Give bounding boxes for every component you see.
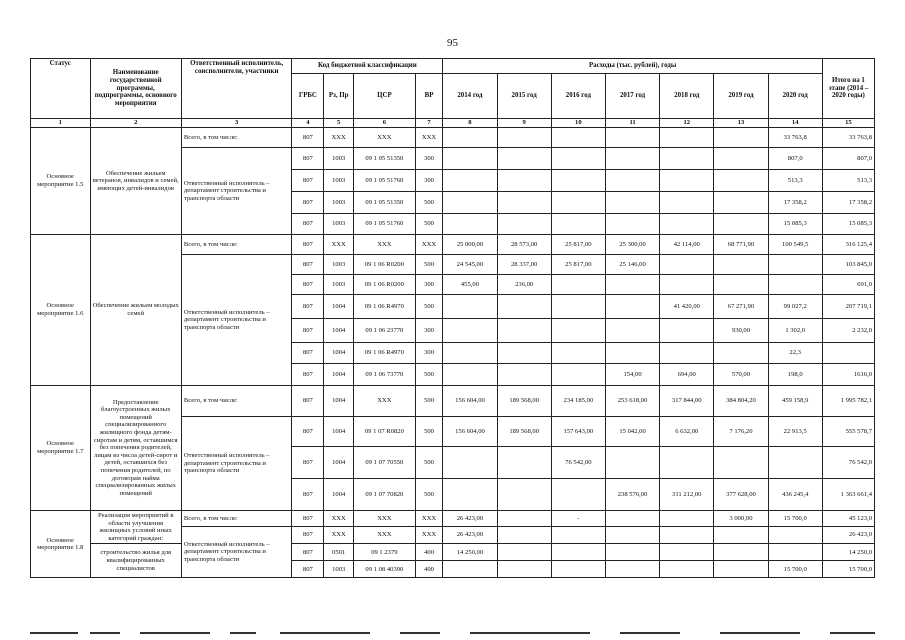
cell-amount (768, 527, 822, 544)
column-number: 1 (31, 119, 91, 128)
cell-amount: 930,00 (714, 319, 768, 343)
cell-rzpr: XXX (324, 527, 354, 544)
cell-amount: 26 423,00 (443, 527, 497, 544)
cell-amount (605, 170, 659, 192)
budget-table (30, 58, 875, 578)
cell-amount: 26 423,00 (443, 511, 497, 527)
cell-amount (660, 343, 714, 364)
cell-amount: 436 245,4 (768, 479, 822, 511)
cell-csr: 09 1 06 23770 (354, 319, 416, 343)
cell-amount: 157 643,00 (551, 417, 605, 447)
cell-csr: XXX (354, 386, 416, 417)
header-budget-code: Код бюджетной классификации (292, 59, 443, 74)
cell-vr: 300 (415, 319, 443, 343)
row-status: Основное мероприятие 1.6 (31, 235, 91, 386)
cell-amount (714, 343, 768, 364)
cell-rzpr: 1004 (324, 417, 354, 447)
cell-amount (605, 128, 659, 148)
row-executor: Ответственный исполнитель – департамент строительства и транспорта области (181, 148, 292, 235)
cell-amount: 1 302,0 (768, 319, 822, 343)
cell-vr: XXX (415, 527, 443, 544)
cell-amount: 6 632,00 (660, 417, 714, 447)
cell-amount (497, 343, 551, 364)
cell-rzpr: 0501 (324, 544, 354, 561)
cell-vr: 500 (415, 447, 443, 479)
cell-amount: 22 913,5 (768, 417, 822, 447)
cell-amount (660, 214, 714, 235)
cell-amount (660, 447, 714, 479)
cell-amount (605, 275, 659, 295)
cell-csr: 09 1 05 51760 (354, 214, 416, 235)
cell-amount: 317 844,00 (660, 386, 714, 417)
row-total-label: Всего, в том числе: (181, 511, 292, 527)
cell-grbs: 807 (292, 544, 324, 561)
cell-grbs: 807 (292, 447, 324, 479)
cell-rzpr: XXX (324, 511, 354, 527)
header-csr: ЦСР (354, 74, 416, 119)
cell-rzpr: 1004 (324, 479, 354, 511)
row-status: Основное мероприятие 1.5 (31, 128, 91, 235)
cell-total (822, 343, 874, 364)
cell-amount (551, 527, 605, 544)
cell-grbs: 807 (292, 364, 324, 386)
cell-amount (605, 447, 659, 479)
cell-amount: 198,0 (768, 364, 822, 386)
cell-vr: XXX (415, 235, 443, 255)
cell-amount: 377 628,00 (714, 479, 768, 511)
cell-grbs: 807 (292, 479, 324, 511)
header-expenses: Расходы (тыс. рублей), годы (443, 59, 823, 74)
cell-amount (443, 319, 497, 343)
row-total-label: Всего, в том числе: (181, 386, 292, 417)
cell-csr: 09 1 2379 (354, 544, 416, 561)
cell-amount: 67 271,90 (714, 295, 768, 319)
cell-amount (714, 527, 768, 544)
cell-grbs: 807 (292, 343, 324, 364)
header-total: Итого на 1 этапе (2014 – 2020 годы) (822, 59, 874, 119)
header-year: 2019 год (714, 74, 768, 119)
cell-amount (660, 148, 714, 170)
cell-amount (551, 364, 605, 386)
cell-amount (443, 192, 497, 214)
cell-amount (768, 275, 822, 295)
header-year: 2017 год (605, 74, 659, 119)
cell-grbs: 807 (292, 170, 324, 192)
cell-rzpr: 1004 (324, 386, 354, 417)
column-number: 9 (497, 119, 551, 128)
cell-amount: 156 604,00 (443, 386, 497, 417)
cell-amount: 25 817,00 (551, 255, 605, 275)
header-status: Статус (31, 59, 91, 119)
header-rzpr: Рз, Пр (324, 74, 354, 119)
cell-grbs: 807 (292, 235, 324, 255)
cell-amount (605, 527, 659, 544)
cell-rzpr: 1003 (324, 561, 354, 578)
table-row (31, 511, 875, 527)
cell-csr: 09 1 07 70550 (354, 447, 416, 479)
cell-vr: 500 (415, 255, 443, 275)
cell-amount (660, 319, 714, 343)
cell-amount (714, 192, 768, 214)
cell-csr: 09 1 06 R4970 (354, 295, 416, 319)
header-executor: Ответственный исполнитель, соисполнители, участники (181, 59, 292, 119)
cell-csr: 09 1 05 51350 (354, 148, 416, 170)
column-number-row (31, 119, 875, 128)
cell-amount (714, 170, 768, 192)
cell-amount (605, 295, 659, 319)
cell-amount (768, 544, 822, 561)
cell-amount (551, 295, 605, 319)
column-number: 6 (354, 119, 416, 128)
cell-amount (443, 170, 497, 192)
header-year: 2014 год (443, 74, 497, 119)
cell-csr: 09 1 06 73770 (354, 364, 416, 386)
cell-total: 103 845,0 (822, 255, 874, 275)
column-number: 10 (551, 119, 605, 128)
cell-amount (443, 295, 497, 319)
row-executor: Ответственный исполнитель – департамент строительства и транспорта области (181, 527, 292, 578)
row-status: Основное мероприятие 1.8 (31, 511, 91, 578)
row-program-name: Обеспечение жильем ветеранов, инвалидов и семей, имеющих детей-инвалидов (90, 128, 181, 235)
cell-total: 17 358,2 (822, 192, 874, 214)
cell-amount (497, 128, 551, 148)
cell-amount (714, 255, 768, 275)
column-number: 4 (292, 119, 324, 128)
cell-total: 76 542,0 (822, 447, 874, 479)
cell-amount (660, 170, 714, 192)
column-number: 14 (768, 119, 822, 128)
cell-amount (497, 319, 551, 343)
cell-amount: 68 771,90 (714, 235, 768, 255)
header-year: 2015 год (497, 74, 551, 119)
header-year: 2020 год (768, 74, 822, 119)
cell-rzpr: 1003 (324, 255, 354, 275)
cell-csr: 09 1 06 R0200 (354, 255, 416, 275)
cell-rzpr: 1003 (324, 192, 354, 214)
cell-rzpr: 1004 (324, 319, 354, 343)
cell-amount: 189 568,00 (497, 386, 551, 417)
cell-amount: 25 000,00 (443, 235, 497, 255)
row-program-name: Обеспечение жильем молодых семей (90, 235, 181, 386)
cell-amount (497, 170, 551, 192)
cell-amount: 311 212,00 (660, 479, 714, 511)
cell-amount (605, 319, 659, 343)
cell-amount (551, 479, 605, 511)
cell-amount: 24 545,00 (443, 255, 497, 275)
cell-amount: 7 176,20 (714, 417, 768, 447)
cell-csr: 09 1 08 40390 (354, 561, 416, 578)
cell-vr: 500 (415, 386, 443, 417)
cell-grbs: 807 (292, 319, 324, 343)
cell-amount (551, 148, 605, 170)
bottom-rule (30, 632, 875, 634)
cell-rzpr: XXX (324, 235, 354, 255)
cell-amount (497, 479, 551, 511)
cell-total: 26 423,0 (822, 527, 874, 544)
cell-amount (660, 561, 714, 578)
cell-amount: 15 700,0 (768, 561, 822, 578)
table-row (31, 386, 875, 417)
cell-amount (605, 214, 659, 235)
cell-total: 1 995 782,1 (822, 386, 874, 417)
cell-total: 1616,0 (822, 364, 874, 386)
cell-amount: 42 114,00 (660, 235, 714, 255)
cell-rzpr: 1004 (324, 295, 354, 319)
cell-total: 555 578,7 (822, 417, 874, 447)
cell-amount (551, 170, 605, 192)
row-program-name: Предоставление благоустроенных жилых помещений специализированного жилищного фонда детям-сиротам и детям, оставшимся без попечения родителей, лицам из числа детей-сирот и детей, оставшихся без попечения родителей, по договорам найма специализированных жилых помещений (90, 386, 181, 511)
cell-amount: 513,3 (768, 170, 822, 192)
cell-amount (714, 447, 768, 479)
cell-grbs: 807 (292, 214, 324, 235)
cell-csr: XXX (354, 511, 416, 527)
cell-csr: 09 1 05 51760 (354, 170, 416, 192)
cell-amount (551, 561, 605, 578)
cell-vr: XXX (415, 128, 443, 148)
cell-amount (551, 128, 605, 148)
row-status: Основное мероприятие 1.7 (31, 386, 91, 511)
cell-amount (714, 561, 768, 578)
cell-grbs: 807 (292, 295, 324, 319)
column-number: 3 (181, 119, 292, 128)
row-total-label: Всего, в том числе: (181, 128, 292, 148)
row-program-subname: строительство жилья для квалифицированных специалистов (90, 544, 181, 578)
cell-amount (443, 128, 497, 148)
cell-amount (714, 275, 768, 295)
cell-csr: XXX (354, 527, 416, 544)
table-row (31, 235, 875, 255)
cell-grbs: 807 (292, 511, 324, 527)
cell-amount (714, 214, 768, 235)
cell-csr: 09 1 06 R0200 (354, 275, 416, 295)
cell-amount: 234 185,00 (551, 386, 605, 417)
cell-csr: 09 1 07 R0820 (354, 417, 416, 447)
column-number: 7 (415, 119, 443, 128)
cell-amount (714, 128, 768, 148)
cell-rzpr: 1004 (324, 447, 354, 479)
cell-amount (497, 544, 551, 561)
row-executor: Ответственный исполнитель – департамент строительства и транспорта области (181, 417, 292, 511)
cell-total: 15 700,0 (822, 561, 874, 578)
cell-amount: 253 618,00 (605, 386, 659, 417)
cell-amount (443, 343, 497, 364)
cell-vr: 500 (415, 479, 443, 511)
cell-vr: 300 (415, 275, 443, 295)
cell-amount: 154,00 (605, 364, 659, 386)
cell-vr: 400 (415, 544, 443, 561)
cell-amount (660, 527, 714, 544)
cell-amount (443, 479, 497, 511)
cell-vr: 500 (415, 295, 443, 319)
cell-amount: 28 337,00 (497, 255, 551, 275)
cell-amount (497, 527, 551, 544)
cell-amount (768, 447, 822, 479)
cell-vr: 300 (415, 343, 443, 364)
cell-rzpr: 1004 (324, 343, 354, 364)
cell-amount (497, 192, 551, 214)
cell-amount: 807,0 (768, 148, 822, 170)
cell-amount (605, 544, 659, 561)
cell-csr: XXX (354, 128, 416, 148)
cell-vr: 500 (415, 417, 443, 447)
cell-amount: 15 042,00 (605, 417, 659, 447)
cell-amount: 99 027,2 (768, 295, 822, 319)
header-program-name: Наименование государственной программы, подпрограммы, основного мероприятия (90, 59, 181, 119)
cell-amount (605, 343, 659, 364)
page-number: 95 (447, 37, 458, 49)
cell-amount: 76 542,00 (551, 447, 605, 479)
cell-amount: 455,00 (443, 275, 497, 295)
cell-amount: 25 817,00 (551, 235, 605, 255)
cell-total: 14 250,0 (822, 544, 874, 561)
cell-vr: XXX (415, 511, 443, 527)
cell-amount (660, 128, 714, 148)
cell-amount (497, 295, 551, 319)
cell-amount (497, 214, 551, 235)
table-row (31, 128, 875, 148)
cell-amount: 25 146,00 (605, 255, 659, 275)
cell-amount: 33 763,8 (768, 128, 822, 148)
cell-amount (443, 447, 497, 479)
cell-csr: 09 1 07 70820 (354, 479, 416, 511)
cell-amount (605, 148, 659, 170)
cell-amount: 3 000,00 (714, 511, 768, 527)
cell-amount: 459 158,9 (768, 386, 822, 417)
cell-amount (605, 511, 659, 527)
cell-vr: 500 (415, 192, 443, 214)
header-grbs: ГРБС (292, 74, 324, 119)
cell-vr: 400 (415, 561, 443, 578)
cell-amount: 15 085,3 (768, 214, 822, 235)
cell-amount (551, 214, 605, 235)
cell-amount (605, 192, 659, 214)
cell-total: 15 085,3 (822, 214, 874, 235)
cell-grbs: 807 (292, 386, 324, 417)
cell-rzpr: 1003 (324, 214, 354, 235)
cell-amount (660, 275, 714, 295)
cell-csr: 09 1 06 R4970 (354, 343, 416, 364)
header-year: 2018 год (660, 74, 714, 119)
cell-grbs: 807 (292, 255, 324, 275)
cell-csr: XXX (354, 235, 416, 255)
cell-rzpr: 1003 (324, 148, 354, 170)
cell-amount: 17 358,2 (768, 192, 822, 214)
table-row (31, 544, 875, 561)
cell-amount (443, 364, 497, 386)
cell-amount: 238 576,00 (605, 479, 659, 511)
cell-amount (497, 364, 551, 386)
cell-total: 33 763,8 (822, 128, 874, 148)
cell-vr: 300 (415, 170, 443, 192)
column-number: 11 (605, 119, 659, 128)
cell-amount (714, 544, 768, 561)
cell-amount (551, 544, 605, 561)
cell-grbs: 807 (292, 561, 324, 578)
cell-amount: 25 300,00 (605, 235, 659, 255)
cell-total: 45 123,0 (822, 511, 874, 527)
cell-amount: 694,00 (660, 364, 714, 386)
cell-total: 807,0 (822, 148, 874, 170)
cell-amount (443, 561, 497, 578)
cell-rzpr: 1004 (324, 364, 354, 386)
cell-total: 207 719,1 (822, 295, 874, 319)
cell-amount (660, 544, 714, 561)
cell-amount (443, 214, 497, 235)
cell-amount (551, 192, 605, 214)
cell-amount (714, 148, 768, 170)
cell-amount: 22,3 (768, 343, 822, 364)
cell-vr: 500 (415, 364, 443, 386)
cell-amount: - (551, 511, 605, 527)
column-number: 13 (714, 119, 768, 128)
cell-amount (497, 561, 551, 578)
cell-amount (660, 255, 714, 275)
column-number: 5 (324, 119, 354, 128)
cell-amount: 41 420,00 (660, 295, 714, 319)
row-total-label: Всего, в том числе: (181, 235, 292, 255)
cell-grbs: 807 (292, 527, 324, 544)
cell-amount: 384 804,20 (714, 386, 768, 417)
column-number: 8 (443, 119, 497, 128)
cell-amount: 100 549,5 (768, 235, 822, 255)
cell-amount (551, 319, 605, 343)
cell-amount (497, 447, 551, 479)
column-number: 12 (660, 119, 714, 128)
cell-amount: 236,00 (497, 275, 551, 295)
cell-total: 2 232,0 (822, 319, 874, 343)
header-vr: ВР (415, 74, 443, 119)
cell-amount: 189 568,00 (497, 417, 551, 447)
cell-amount (551, 343, 605, 364)
header-year: 2016 год (551, 74, 605, 119)
cell-amount (660, 511, 714, 527)
cell-vr: 300 (415, 148, 443, 170)
cell-grbs: 807 (292, 128, 324, 148)
column-number: 2 (90, 119, 181, 128)
cell-amount (443, 148, 497, 170)
cell-amount (605, 561, 659, 578)
cell-grbs: 807 (292, 275, 324, 295)
cell-amount: 28 573,00 (497, 235, 551, 255)
cell-total: 316 125,4 (822, 235, 874, 255)
cell-csr: 09 1 05 51350 (354, 192, 416, 214)
cell-amount: 15 700,0 (768, 511, 822, 527)
cell-vr: 500 (415, 214, 443, 235)
cell-grbs: 807 (292, 192, 324, 214)
cell-total: 513,3 (822, 170, 874, 192)
cell-amount (660, 192, 714, 214)
cell-amount (497, 511, 551, 527)
cell-amount: 156 604,00 (443, 417, 497, 447)
table-body (31, 128, 875, 578)
cell-total: 1 363 661,4 (822, 479, 874, 511)
cell-grbs: 807 (292, 417, 324, 447)
cell-rzpr: XXX (324, 128, 354, 148)
cell-rzpr: 1003 (324, 275, 354, 295)
cell-amount (551, 275, 605, 295)
cell-amount (497, 148, 551, 170)
row-program-name: Реализация мероприятий в области улучшения жилищных условий иных категорий граждан: (90, 511, 181, 544)
cell-amount: 570,00 (714, 364, 768, 386)
row-executor: Ответственный исполнитель – департамент строительства и транспорта области (181, 255, 292, 386)
cell-rzpr: 1003 (324, 170, 354, 192)
column-number: 15 (822, 119, 874, 128)
cell-amount: 14 250,00 (443, 544, 497, 561)
cell-total: 691,0 (822, 275, 874, 295)
cell-amount (768, 255, 822, 275)
cell-grbs: 807 (292, 148, 324, 170)
